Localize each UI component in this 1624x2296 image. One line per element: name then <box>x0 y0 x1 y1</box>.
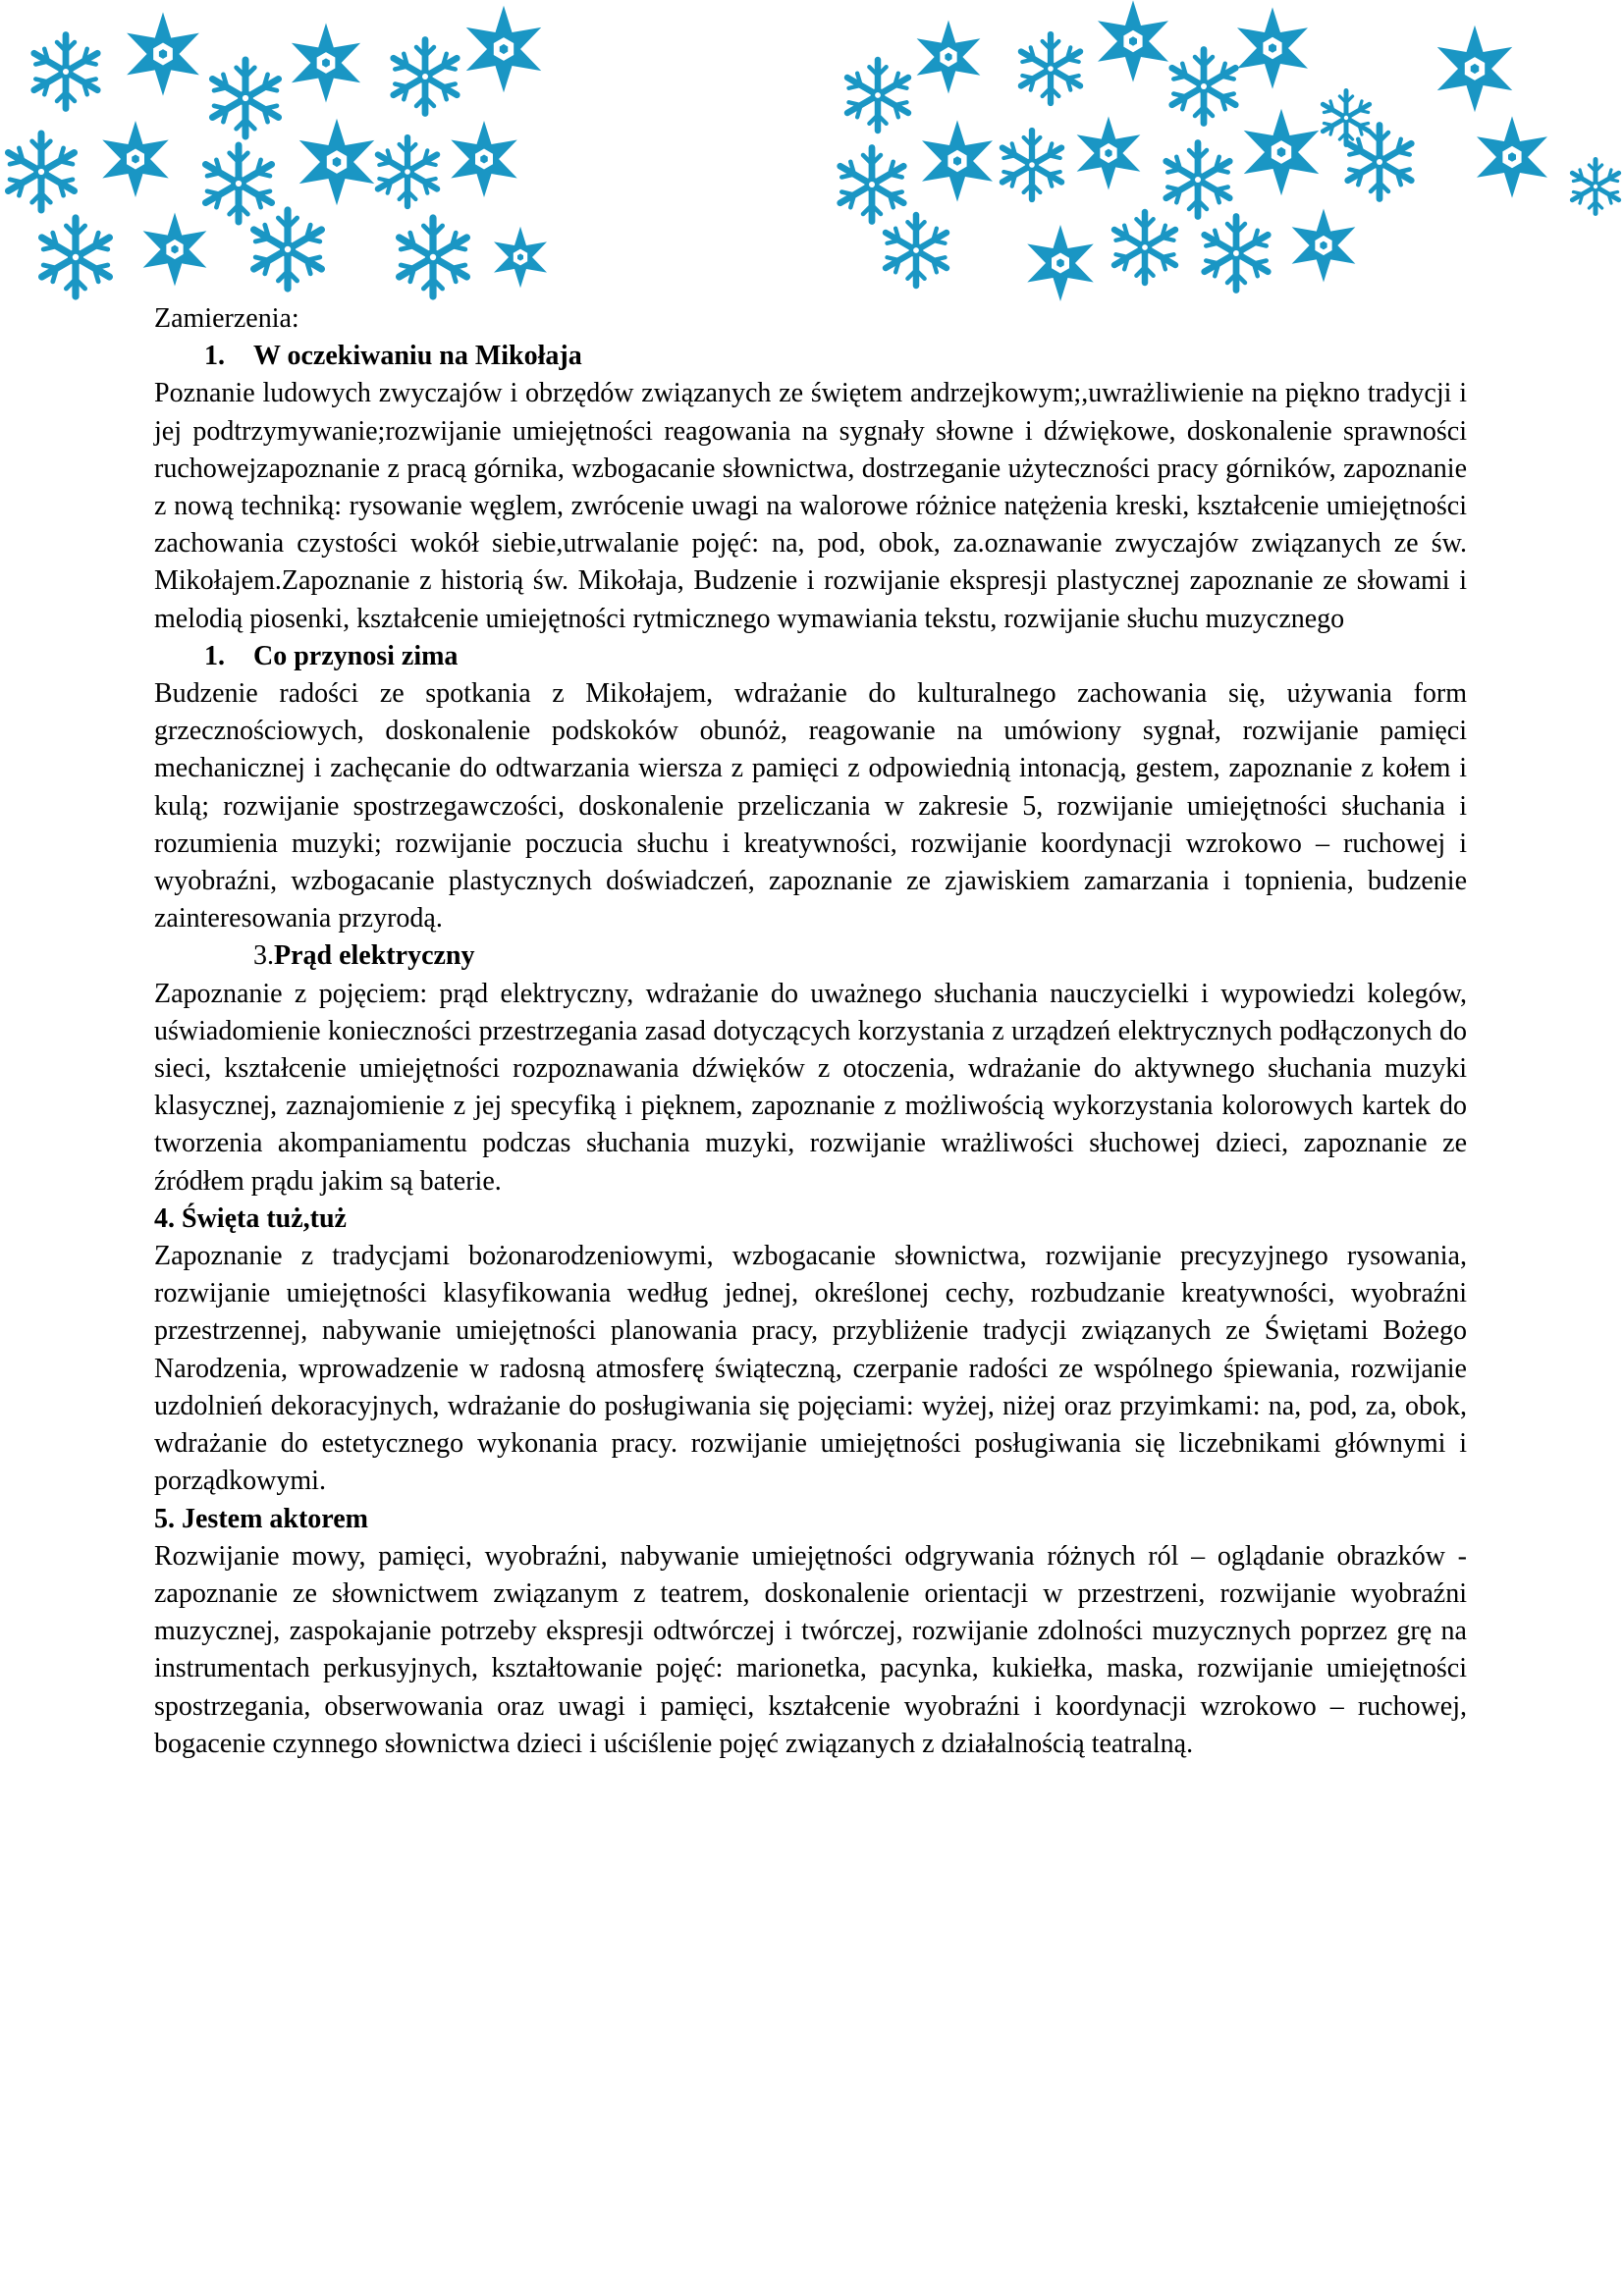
section-title: Prąd elektryczny <box>274 940 475 972</box>
section-title: W oczekiwaniu na Mikołaja <box>253 341 582 372</box>
section-heading-2 <box>154 638 1467 675</box>
section-heading-4 <box>154 1201 1467 1238</box>
snowflakes-icon <box>0 0 1624 306</box>
section-body-5: Rozwijanie mowy, pamięci, wyobraźni, nabywanie umiejętności odgrywania różnych ról – oglądanie obrazków - zapoznanie ze słownictwem związanym z teatrem, doskonalenie orientacji w przestrzeni, rozwijanie wyobraźni muzycznej, zaspokajanie potrzeby ekspresji odtwórczej i twórczej, rozwijanie zdolności muzycznych poprzez grę na instrumentach perkusyjnych, kształtowanie pojęć: marionetka, pacynka, kukiełka, maska, rozwijanie umiejętności spostrzegania, obserwowania oraz uwagi i pamięci, kształcenie wyobraźni i koordynacji wzrokowo – ruchowej, bogacenie czynnego słownictwa dzieci i uściślenie pojęć związanych z działalnością teatralną. <box>154 1540 1467 1759</box>
section-number: 1. <box>204 640 225 671</box>
section-number: 3. <box>253 940 274 972</box>
section-body-2: Budzenie radości ze spotkania z Mikołajem, wdrażanie do kulturalnego zachowania się, używania form grzecznościowych, doskonalenie podskoków obunóż, reagowanie na umówiony sygnał, rozwijanie pamięci mechanicznej i zachęcanie do odtwarzania wiersza z pamięci z odpowiednią intonacją, gestem, zapoznanie z kołem i kulą; rozwijanie spostrzegawczości, doskonalenie przeliczania w zakresie 5, rozwijanie umiejętności słuchania i rozumienia muzyki; rozwijanie poczucia słuchu i kreatywności, rozwijanie koordynacji wzrokowo – ruchowej i wyobraźni, wzbogacanie plastycznych doświadczeń, zapoznanie ze zjawiskiem zamarzania i topnienia, budzenie zainteresowania przyrodą. <box>154 678 1467 934</box>
section-heading-5 <box>154 1501 1467 1538</box>
section-title: Święta tuż,tuż <box>182 1202 347 1234</box>
section-title: Jestem aktorem <box>182 1503 368 1534</box>
section-title: Co przynosi zima <box>253 640 459 671</box>
section-body-1: Poznanie ludowych zwyczajów i obrzędów związanych ze świętem andrzejkowym;,uwrażliwienie na piękno tradycji i jej podtrzymywanie;rozwijanie umiejętności reagowania na sygnały słowne i dźwiękowe, doskonalenie sprawności ruchowejzapoznanie z pracą górnika, wzbogacanie słownictwa, dostrzeganie użyteczności pracy górników, zapoznanie z nową techniką: rysowanie węglem, zwrócenie uwagi na walorowe różnice natężenia kreski, kształcenie umiejętności zachowania czystości wokół siebie,utrwalanie pojęć: na, pod, obok, za.oznawanie zwyczajów związanych ze św. Mikołajem.Zapoznanie z historią św. Mikołaja, Budzenie i rozwijanie ekspresji plastycznej zapoznanie ze słowami i melodią piosenki, kształcenie umiejętności rytmicznego wymawiania tekstu, rozwijanie słuchu muzycznego <box>154 378 1467 634</box>
section-body-4: Zapoznanie z tradycjami bożonarodzeniowymi, wzbogacanie słownictwa, rozwijanie precyzyjnego rysowania, rozwijanie umiejętności klasyfikowania według jednej, określonej cechy, rozbudzanie kreatywności, wyobraźni przestrzennej, nabywanie umiejętności planowania pracy, przybliżenie tradycji związanych ze Świętami Bożego Narodzenia, wprowadzenie w radosną atmosferę świąteczną, czerpanie radości ze wspólnego śpiewania, rozwijanie uzdolnień dekoracyjnych, wdrażanie do posługiwania się pojęciami: wyżej, niżej oraz przyimkami: na, pod, za, obok, wdrażanie do estetycznego wykonania pracy. rozwijanie umiejętności posługiwania się liczebnikami głównymi i porządkowymi. <box>154 1241 1467 1497</box>
section-number: 1. <box>204 341 225 372</box>
section-body-3: Zapoznanie z pojęciem: prąd elektryczny, wdrażanie do uważnego słuchania nauczycielki i wypowiedzi kolegów, uświadomienie konieczności przestrzegania zasad dotyczących korzystania z urządzeń elektrycznych podłączonych do sieci, kształcenie umiejętności rozpoznawania dźwięków z otoczenia, wdrażanie do aktywnego słuchania muzyki klasycznej, zaznajomienie z jej specyfiką i pięknem, zapoznanie z możliwością wykorzystania kolorowych kartek do tworzenia akompaniamentu podczas słuchania muzyki, rozwijanie wrażliwości słuchowej dzieci, zapoznanie ze źródłem prądu jakim są baterie. <box>154 978 1467 1197</box>
document-body <box>154 300 1467 1763</box>
section-heading-3 <box>154 937 1467 975</box>
snowflake-row-1 <box>34 0 1513 144</box>
intro-label: Zamierzenia: <box>154 303 299 334</box>
section-heading-1 <box>154 338 1467 375</box>
section-number: 4. <box>154 1202 175 1234</box>
snowflake-banner <box>0 0 1624 306</box>
section-number: 5. <box>154 1503 175 1534</box>
